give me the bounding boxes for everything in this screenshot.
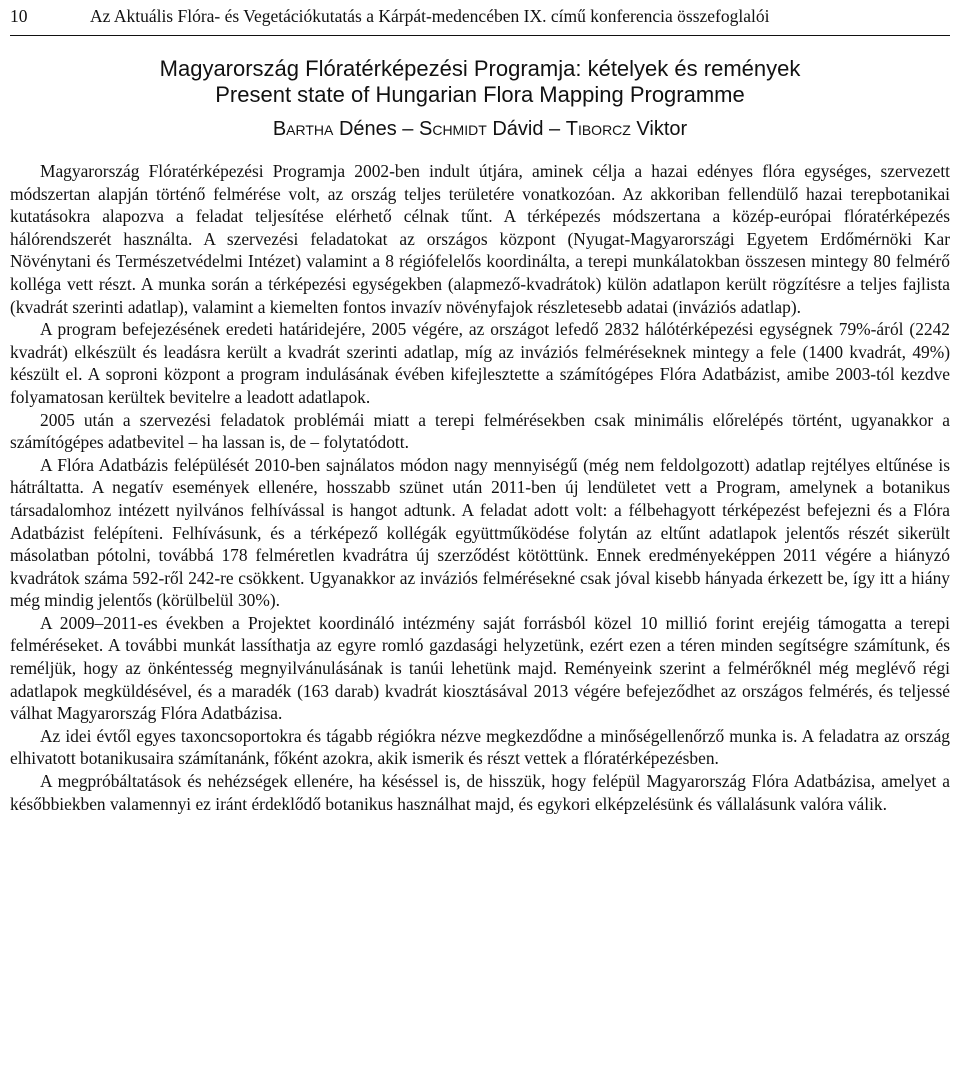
author-list bbox=[10, 116, 950, 142]
abstract-paragraph: Magyarország Flóratérképezési Programja 2002-ben indult útjára, aminek célja a hazai edényes flóra egységes, szervezett módszertan alapján történő felmérése volt, az ország teljes területére vonatkozóan. Az akkoriban fellendülő hazai terepbotanikai kutatásokra alapozva a feladat teljesítése elérhető célnak tűnt. A térképezés módszertana a közép-európai flóratérképezés hálórendszerét használta. A szervezési feladatokat az országos központ (Nyugat-Magyarországi Egyetem Erdőmérnöki Kar Növénytani és Természetvédelmi Intézet) valamint a 8 régiófelelős koordinálta, a terepi munkálatokban összesen mintegy 80 felmérő kolléga vett részt. A munka során a térképezési egységekben (alapmező-kvadrátok) külön adatlapon került rögzítésre a teljes fajlista (kvadrát szerinti adatlap), valamint a kiemelten fontos invazív növényfajok részletesebb adatai (inváziós adatlap). bbox=[10, 161, 950, 317]
abstract-paragraph: A megpróbáltatások és nehézségek ellenére, ha késéssel is, de hisszük, hogy felépül Magyarország Flóra Adatbázisa, amelyet a későbbiekben valamennyi ez iránt érdeklődő botanikus használhat majd, és egykori elképzelésünk és vállalásunk valóra válik. bbox=[10, 771, 950, 814]
article-title-english: Present state of Hungarian Flora Mapping Programme bbox=[215, 82, 745, 107]
author-given-name: Viktor bbox=[636, 118, 688, 140]
author-surname: Bartha bbox=[272, 118, 334, 140]
author-surname: Tiborcz bbox=[565, 118, 631, 140]
article-title-hungarian: Magyarország Flóratérképezési Programja: kételyek és remények bbox=[159, 56, 801, 81]
author bbox=[419, 118, 543, 140]
abstract-paragraph: A program befejezésének eredeti határidejére, 2005 végére, az országot lefedő 2832 hálótérképezési egységnek 79%-áról (2242 kvadrát) elkészült és leadásra került a kvadrát szerinti adatlap, míg az inváziós felméréseknek mintegy a fele (1400 kvadrát, 49%) készült el. A soproni központ a program indulásának évében kifejlesztette a számítógépes Flóra Adatbázist, amibe 2003-tól kezdve folyamatosan kerültek bevitelre a leadott adatlapok. bbox=[10, 319, 950, 407]
author bbox=[566, 118, 687, 140]
document-page bbox=[10, 0, 950, 815]
title-block bbox=[10, 56, 950, 142]
abstract-paragraph: A 2009–2011-es években a Projektet koordináló intézmény saját forrásból közel 10 millió forint erejéig támogatta a terepi felméréseket. A további munkát lassíthatja az egyre romló gazdasági helyzetünk, ezért ezen a téren minden segítségre számítunk, és reméljük, hogy az önkéntesség megnyilvánulásának is tanúi lehetünk majd. Reményeink szerint a felmérőknél még meglévő régi adatlapok megküldésével, és a maradék (163 darab) kvadrát kiosztásával 2013 végére befejeződhet az országos felmérés, és teljessé válhat Magyarország Flóra Adatbázisa. bbox=[10, 612, 950, 724]
abstract-body bbox=[10, 160, 950, 815]
page-number: 10 bbox=[10, 6, 28, 26]
abstract-paragraph: A Flóra Adatbázis felépülését 2010-ben sajnálatos módon nagy mennyiségű (még nem feldolgozott) adatlap rejtélyes eltűnése is hátráltatta. A negatív események ellenére, hosszabb szünet után 2011-ben új lendületet vett a Program, amelynek a botanikus társadalomhoz intézett nyilvános felhívással is hangot adtunk. A feladat adott volt: a félbehagyott térképezést befejezni és a Flóra Adatbázist felépíteni. Felhívásunk, és a térképező kollégák együttműködése folytán az eltűnt adatlapok jelentős részét sikerült másolatban pótolni, továbbá 178 felméretlen kvadrátra új szerződést kötöttünk. Ennek eredményeképpen 2011 végére a hiányzó kvadrátok száma 592-ről 242-re csökkent. Ugyanakkor az inváziós felmérésekné csak jóval kisebb hányada érkezett be, így itt a hiány még mindig jelentős (körülbelül 30%). bbox=[10, 454, 950, 611]
author-surname: Schmidt bbox=[419, 118, 487, 140]
author-separator: – bbox=[396, 118, 419, 140]
running-title: Az Aktuális Flóra- és Vegetációkutatás a Kárpát-medencében IX. című konferencia összefoglalói bbox=[90, 6, 770, 26]
author bbox=[273, 118, 397, 140]
abstract-paragraph: 2005 után a szervezési feladatok problémái miatt a terepi felmérésekben csak minimális előrelépés történt, ugyanakkor a számítógépes adatbevitel – ha lassan is, de – folytatódott. bbox=[10, 409, 950, 453]
author-given-name: Dénes bbox=[338, 118, 397, 140]
abstract-paragraph: Az idei évtől egyes taxoncsoportokra és tágabb régiókra nézve megkezdődne a minőségellenőrző munka is. A feladatra az ország elhivatott botanikusaira számítanánk, főként azokra, akik ismerik és részt vettek a flóratérképezésben. bbox=[10, 725, 950, 769]
author-separator: – bbox=[543, 118, 566, 140]
running-header bbox=[10, 0, 950, 36]
author-given-name: Dávid bbox=[492, 118, 544, 140]
